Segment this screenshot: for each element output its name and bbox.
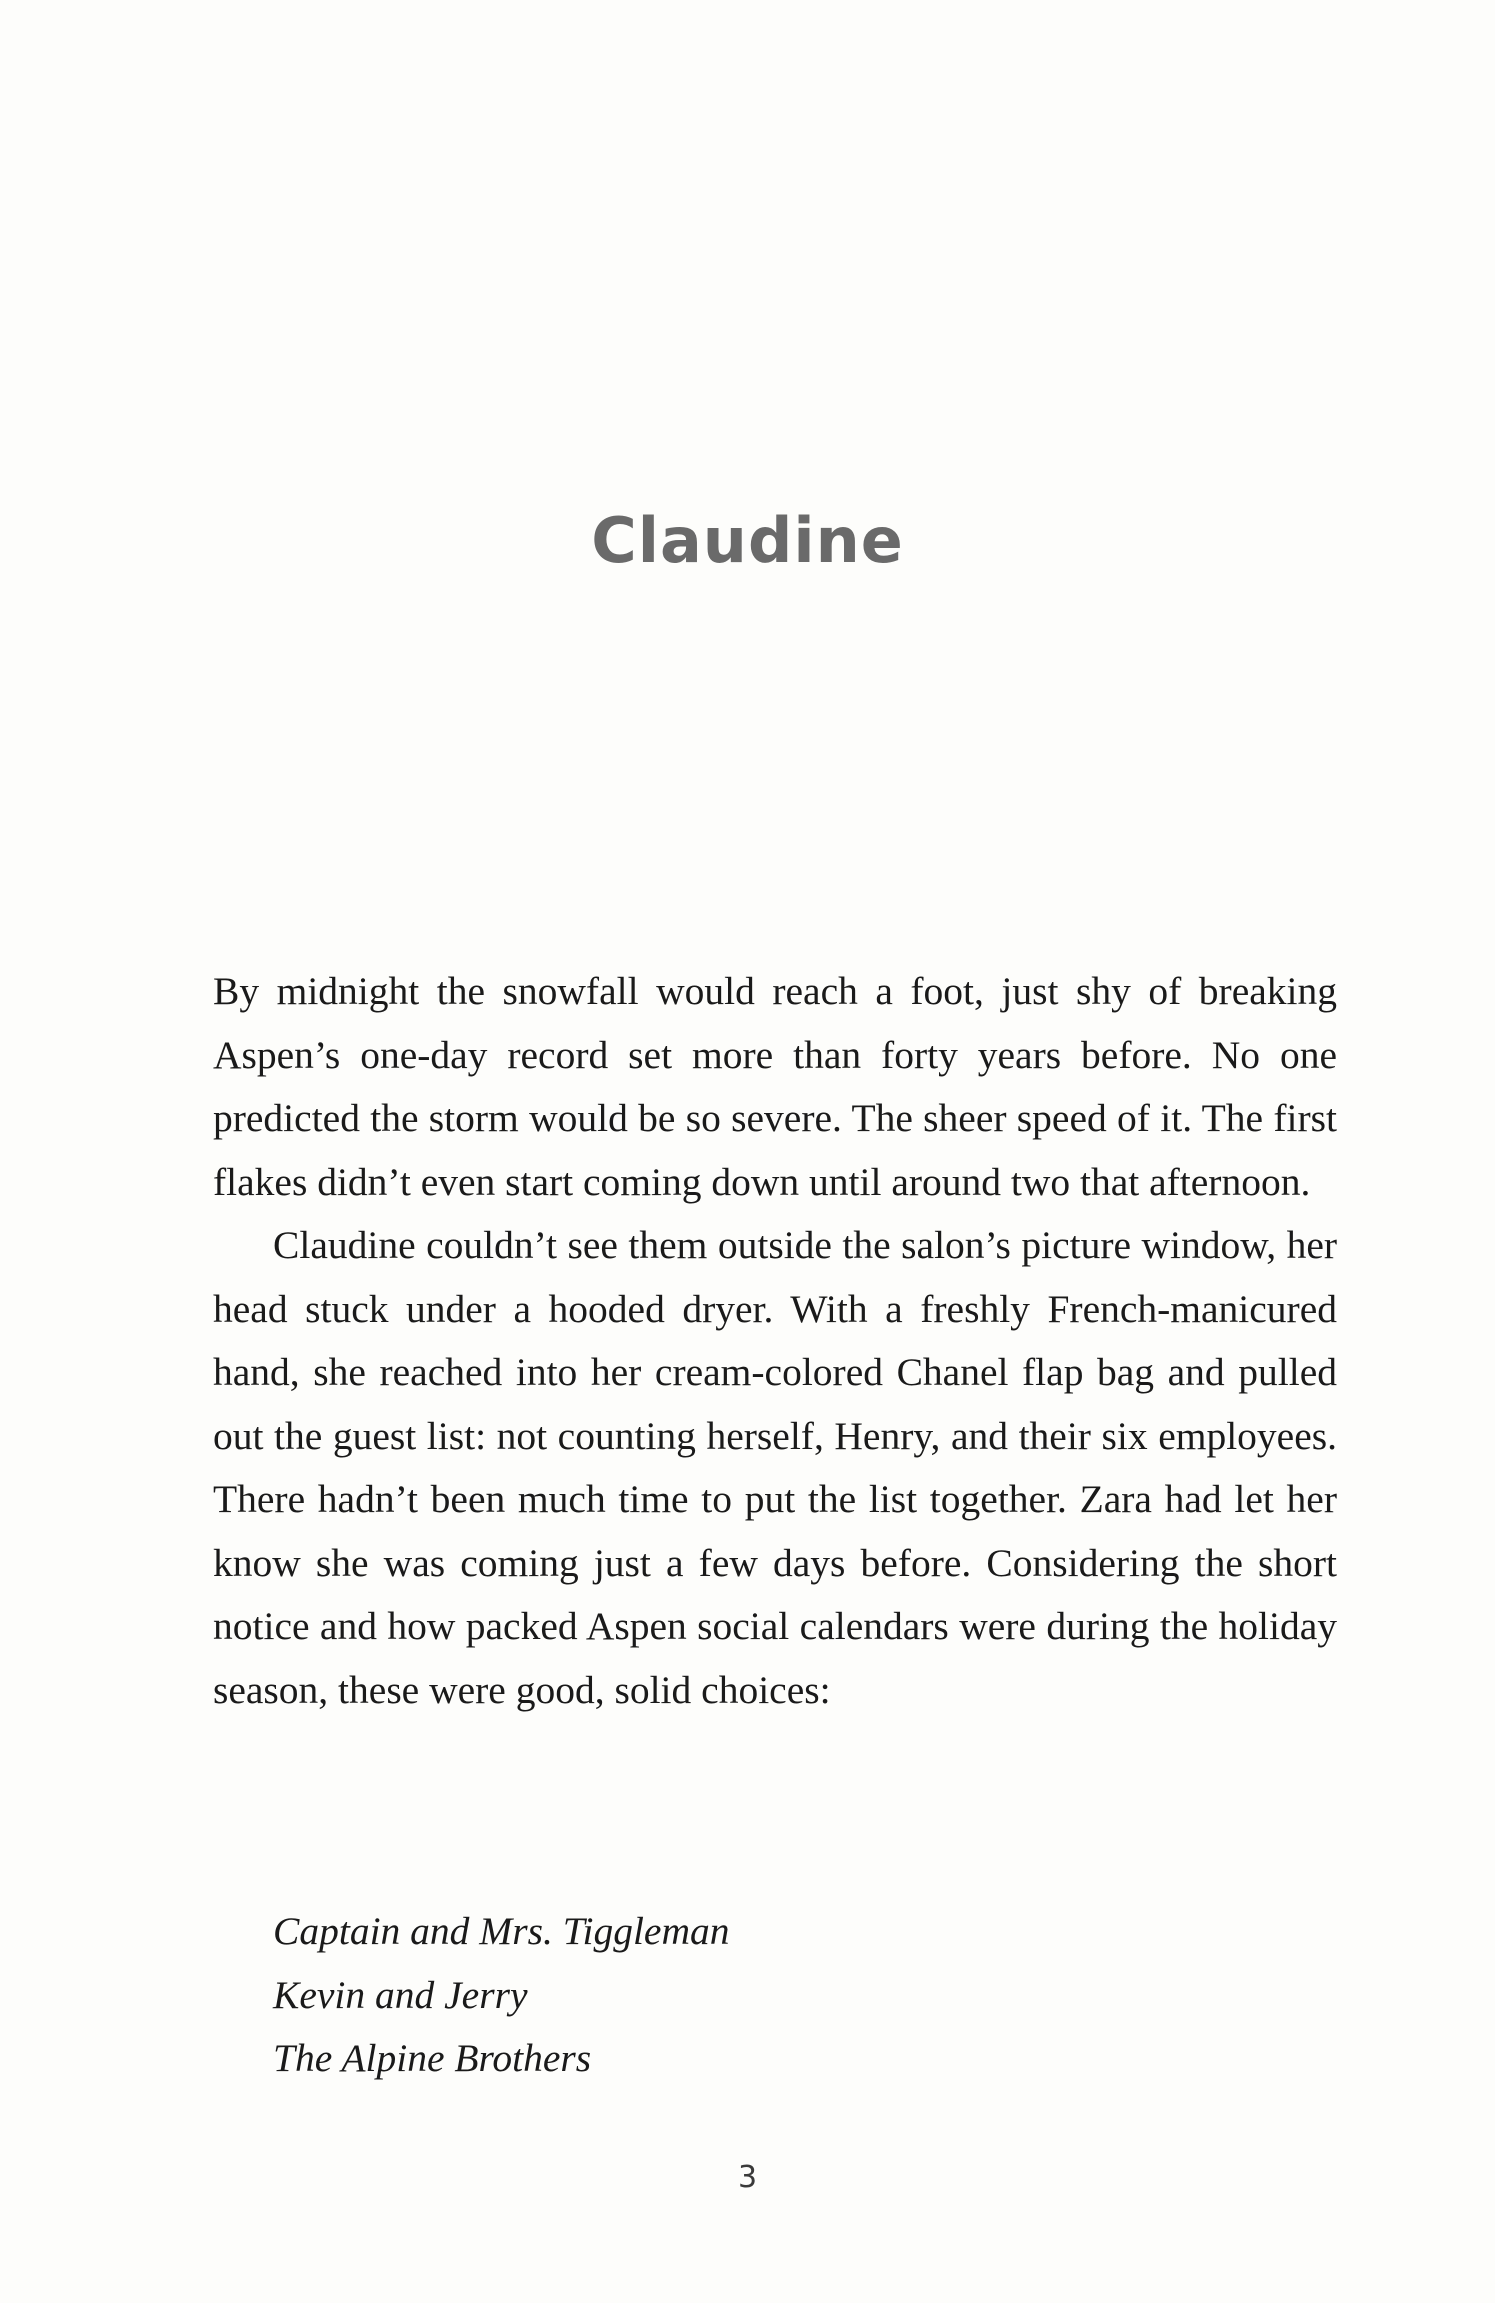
guest-list-item: Kevin and Jerry [273,1972,528,2017]
page-number: 3 [737,2160,758,2195]
guest-list-item: The Alpine Brothers [273,2036,592,2080]
paragraph: Claudine couldn’t see them outside the salon’s picture window, her head stuck under a hooded dryer. With a freshly French-manicured hand, she reached into her cream-colored Chanel flap bag and pulled out the guest list: not counting herself, Henry, and their six employees. There hadn’t been much time to put the list together. Zara had let her know she was coming just a few days before. Considering the short notice and how packed Aspen social calendars were during the holiday season, these were good, solid choices: [213,1223,1337,1712]
paragraph: By midnight the snowfall would reach a foot, just shy of breaking Aspen’s one-day record set more than forty years before. No one predicted the storm would be so severe. The sheer speed of it. The first flakes didn’t even start coming down until around two that afternoon. [213,969,1337,1204]
guest-list [273,1900,730,2091]
guest-list-item: Captain and Mrs. Tiggleman [273,1909,730,1953]
chapter-body [213,960,1337,1722]
chapter-title: Claudine [591,504,904,577]
